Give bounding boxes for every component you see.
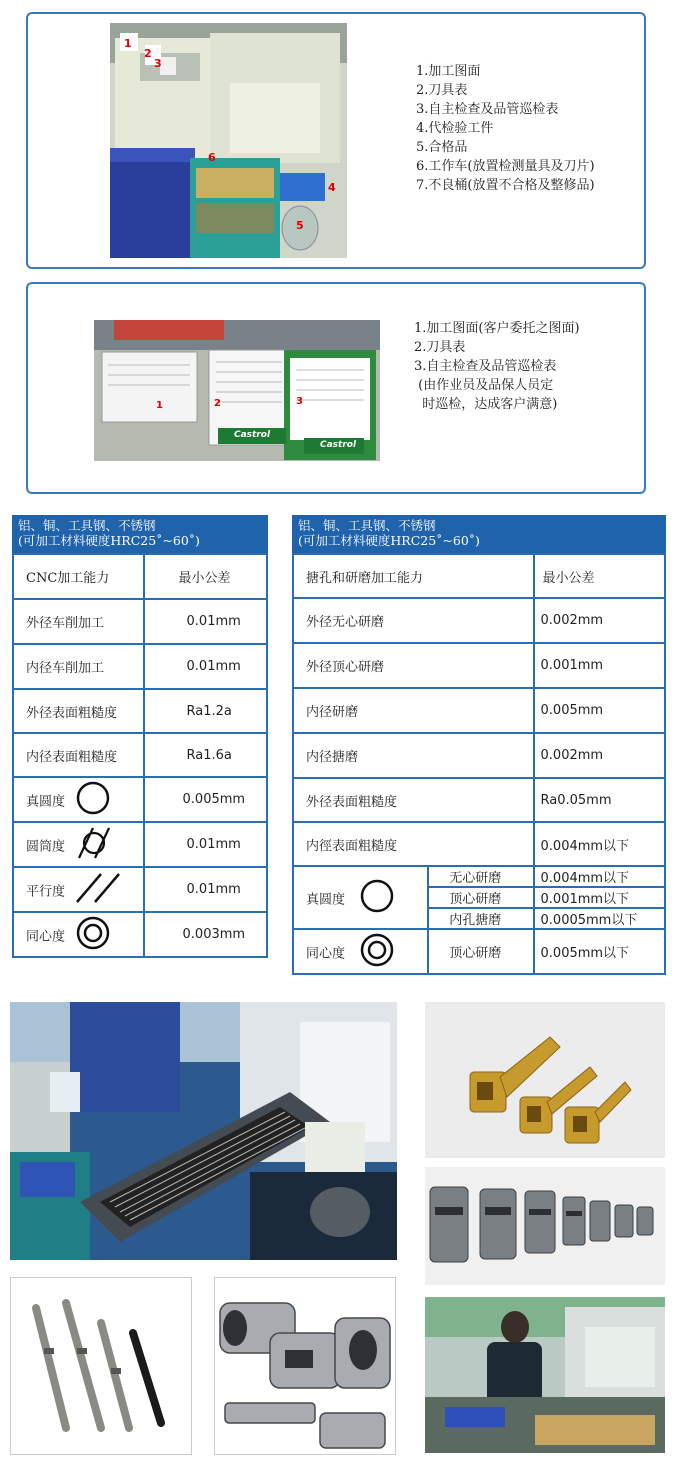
table-row xyxy=(13,644,267,689)
table-row xyxy=(13,777,267,822)
list-item: (由作业员及品保人员定 xyxy=(414,378,554,393)
row-label: 同心度 xyxy=(306,946,346,961)
row-value: 0.01mm xyxy=(144,644,267,689)
list-item: 4.代检验工件 xyxy=(416,121,494,136)
table-right-header xyxy=(292,515,666,553)
row-label: 内径搪磨 xyxy=(293,733,534,778)
row-label: 同心度 xyxy=(26,929,66,944)
list-item: 1.加工图面(客户委托之图面) xyxy=(414,321,580,336)
grinding-capability-table xyxy=(292,553,666,975)
list-item: 时巡检，达成客户满意) xyxy=(414,397,558,412)
method-label: 无心研磨 xyxy=(428,866,533,887)
table-row xyxy=(293,598,665,643)
row-value: Ra1.6a xyxy=(144,733,267,777)
photo-marker: 2 xyxy=(214,398,221,409)
table-row xyxy=(293,733,665,778)
list-item: 2.刀具表 xyxy=(414,340,466,355)
row-label-cell xyxy=(293,866,428,929)
method-label: 顶心研磨 xyxy=(428,929,533,974)
row-value: 0.004mm以下 xyxy=(534,866,665,887)
list-item: 3.自主检查及品管巡检表 xyxy=(414,359,557,374)
table-row xyxy=(293,778,665,822)
row-label-cell xyxy=(293,929,428,974)
circle-icon xyxy=(75,780,111,820)
column-header: CNC加工能力 xyxy=(13,554,144,599)
photo-marker: 2 xyxy=(144,47,152,60)
list-item: 7.不良桶(放置不合格及整修品) xyxy=(416,178,595,193)
row-value: Ra0.05mm xyxy=(534,778,665,822)
row-value: 0.005mm xyxy=(534,688,665,733)
row-label: 外径表面粗糙度 xyxy=(13,689,144,733)
row-label: 圆筒度 xyxy=(26,839,66,854)
table-title: 铝、铜、工具钢、不锈钢 xyxy=(18,518,156,533)
row-label-cell xyxy=(13,912,144,957)
table-row xyxy=(13,912,267,957)
sign-text: Castrol xyxy=(320,440,357,450)
table-row xyxy=(293,643,665,688)
row-value: 0.001mm以下 xyxy=(534,887,665,908)
table-row xyxy=(293,929,665,974)
column-header: 最小公差 xyxy=(534,554,665,598)
table-header-row xyxy=(293,554,665,598)
parallel-icon xyxy=(75,872,123,908)
row-label: 真圆度 xyxy=(306,892,346,907)
photo-marker: 4 xyxy=(328,181,336,194)
list-item: 2.刀具表 xyxy=(416,83,468,98)
row-value: 0.005mm xyxy=(144,777,267,822)
table-subtitle: (可加工材料硬度HRC25˚~60˚) xyxy=(298,533,480,548)
row-value: 0.01mm xyxy=(144,867,267,912)
table-header-row xyxy=(13,554,267,599)
list-item: 3.自主检查及品管巡检表 xyxy=(416,102,559,117)
photo-marker: 1 xyxy=(156,400,163,411)
table-title: 铝、铜、工具钢、不锈钢 xyxy=(298,518,436,533)
row-value: 0.002mm xyxy=(534,598,665,643)
row-value: 0.0005mm以下 xyxy=(534,908,665,929)
row-label: 外径无心研磨 xyxy=(293,598,534,643)
row-label-cell xyxy=(13,777,144,822)
table-row xyxy=(13,867,267,912)
row-value: 0.01mm xyxy=(144,822,267,867)
photo-marker: 5 xyxy=(296,219,304,232)
machined-sleeves-photo xyxy=(214,1277,396,1455)
row-value: 0.005mm以下 xyxy=(534,929,665,974)
method-label: 内孔搪磨 xyxy=(428,908,533,929)
list-item: 6.工作车(放置检测量具及刀片) xyxy=(416,159,595,174)
row-value: 0.001mm xyxy=(534,643,665,688)
column-header: 最小公差 xyxy=(144,554,267,599)
sign-text: Castrol xyxy=(234,430,271,440)
bar-feeder-photo xyxy=(10,1002,397,1260)
shafts-photo xyxy=(10,1277,192,1455)
row-label-cell xyxy=(13,867,144,912)
steel-parts-photo xyxy=(425,1167,665,1285)
photo-marker: 3 xyxy=(296,396,303,407)
table-row xyxy=(13,599,267,644)
row-label: 外径表面粗糙度 xyxy=(293,778,534,822)
row-label: 内徑表面粗糙度 xyxy=(293,822,534,866)
column-header: 搪孔和研磨加工能力 xyxy=(293,554,534,598)
row-value: 0.004mm以下 xyxy=(534,822,665,866)
row-value: Ra1.2a xyxy=(144,689,267,733)
table-row xyxy=(293,822,665,866)
table-row xyxy=(293,866,665,887)
cylindricity-icon xyxy=(75,826,113,864)
photo-marker: 3 xyxy=(154,57,162,70)
brass-parts-photo xyxy=(425,1002,665,1158)
concentric-icon xyxy=(359,932,395,972)
cnc-capability-table xyxy=(12,553,268,958)
row-label: 外径顶心研磨 xyxy=(293,643,534,688)
table-subtitle: (可加工材料硬度HRC25˚~60˚) xyxy=(18,533,200,548)
operator-photo xyxy=(425,1297,665,1453)
table-left-header xyxy=(12,515,268,553)
table-row xyxy=(13,822,267,867)
row-label: 内径表面粗糙度 xyxy=(13,733,144,777)
circle-icon xyxy=(359,878,395,918)
row-label: 内径车削加工 xyxy=(13,644,144,689)
row-label: 平行度 xyxy=(26,884,66,899)
photo-marker: 1 xyxy=(124,37,132,50)
machine-photo-1 xyxy=(110,23,347,258)
list-item: 1.加工图面 xyxy=(416,64,481,79)
table-row xyxy=(293,688,665,733)
table-row xyxy=(13,733,267,777)
row-label: 内径研磨 xyxy=(293,688,534,733)
list-item: 5.合格品 xyxy=(416,140,468,155)
process-list-1 xyxy=(416,62,595,195)
method-label: 顶心研磨 xyxy=(428,887,533,908)
photo-marker: 6 xyxy=(208,151,216,164)
documents-photo xyxy=(94,320,380,461)
row-value: 0.003mm xyxy=(144,912,267,957)
row-label: 外径车削加工 xyxy=(13,599,144,644)
concentric-icon xyxy=(75,915,111,955)
table-row xyxy=(13,689,267,733)
row-value: 0.01mm xyxy=(144,599,267,644)
row-value: 0.002mm xyxy=(534,733,665,778)
process-list-2 xyxy=(414,319,580,414)
row-label-cell xyxy=(13,822,144,867)
row-label: 真圆度 xyxy=(26,794,66,809)
